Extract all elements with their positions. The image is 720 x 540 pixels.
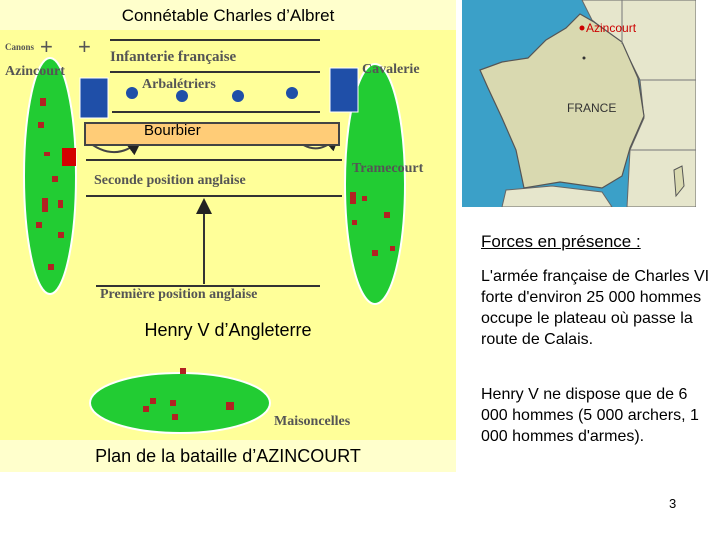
troop-marker (172, 414, 178, 420)
canon-plus: + (40, 34, 53, 59)
troop-marker (352, 220, 357, 225)
troop-marker (180, 368, 186, 374)
troop-marker (170, 400, 176, 406)
label-maisoncelles: Maisoncelles (274, 414, 351, 429)
forest-azincourt (24, 58, 76, 294)
label-infanterie: Infanterie française (110, 49, 237, 65)
plan-caption: Plan de la bataille d’AZINCOURT (95, 446, 361, 466)
forces-title: Forces en présence : (481, 232, 641, 251)
bourbier-zone (84, 122, 340, 146)
azincourt-marker (580, 26, 585, 31)
troop-marker (48, 264, 54, 270)
label-premiere-position: Première position anglaise (100, 287, 258, 302)
troop-marker (58, 200, 63, 208)
troop-marker (36, 222, 42, 228)
label-bourbier: Bourbier (144, 122, 201, 139)
troop-marker (150, 398, 156, 404)
troop-marker (390, 246, 395, 251)
label-azincourt: Azincourt (5, 64, 65, 79)
troop-marker (362, 196, 367, 201)
label-cavalerie: Cavalerie (362, 62, 420, 77)
troop-marker (52, 176, 58, 182)
plan-title: Connétable Charles d’Albret (121, 6, 335, 25)
troop-marker (350, 192, 356, 204)
paragraph-french-army: L'armée française de Charles VI forte d'environ 25 000 hommes occupe le plateau où passe la route de Calais. (481, 268, 710, 348)
map-label-france: FRANCE (567, 101, 617, 115)
map-label-azincourt: Azincourt (586, 21, 637, 35)
paragraph-english-army: Henry V ne dispose que de 6 000 hommes (5 000 archers, 1 000 hommes d'armes). (481, 386, 699, 445)
troop-marker (226, 402, 234, 410)
label-tramecourt: Tramecourt (352, 161, 424, 176)
arbaletrier-dot (232, 90, 244, 102)
label-arbaletriers: Arbalétriers (142, 77, 216, 92)
troop-marker (38, 122, 44, 128)
arbaletrier-dot (286, 87, 298, 99)
troop-marker (384, 212, 390, 218)
cavalerie-block-left (80, 78, 108, 118)
label-canons: Canons (5, 42, 35, 52)
canon-plus: + (78, 34, 91, 59)
troop-marker (143, 406, 149, 412)
troop-marker (372, 250, 378, 256)
troop-marker (62, 148, 76, 166)
arbaletrier-dot (126, 87, 138, 99)
page-number: 3 (669, 496, 677, 511)
troop-marker (44, 152, 50, 156)
label-seconde-position: Seconde position anglaise (94, 173, 246, 188)
cavalerie-block-right (330, 68, 358, 112)
troop-marker (40, 98, 46, 106)
forest-maisoncelles (90, 373, 270, 433)
troop-marker (42, 198, 48, 212)
troop-marker (58, 232, 64, 238)
label-henry: Henry V d’Angleterre (144, 320, 312, 340)
france-map (462, 0, 696, 207)
town-dot (583, 57, 586, 60)
